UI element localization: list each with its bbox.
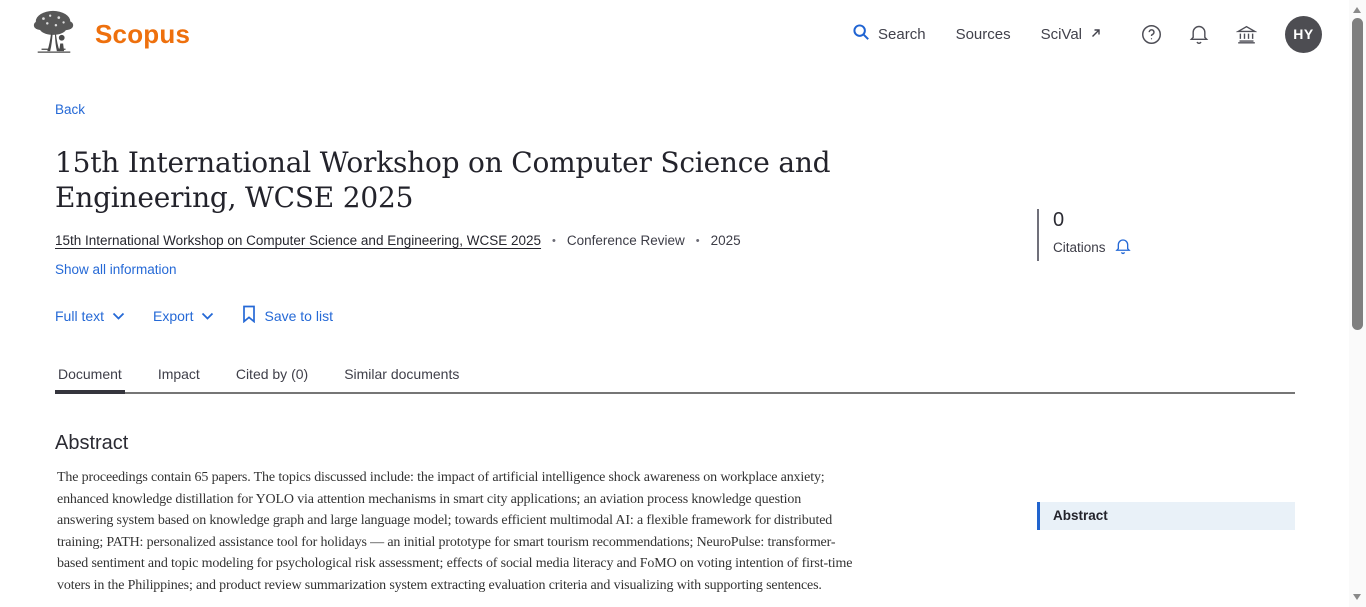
scrollbar-down-arrow[interactable] <box>1353 594 1361 600</box>
external-link-icon <box>1090 26 1102 43</box>
export-dropdown[interactable] <box>153 308 214 324</box>
document-type: Conference Review <box>566 233 685 248</box>
nav-search[interactable] <box>852 23 926 45</box>
help-icon[interactable] <box>1141 24 1162 45</box>
vertical-scrollbar[interactable] <box>1349 0 1366 607</box>
meta-separator: • <box>552 234 556 247</box>
export-label: Export <box>153 307 194 324</box>
citations-count: 0 <box>1053 209 1065 231</box>
citation-alert-bell-icon[interactable] <box>1115 237 1131 258</box>
search-icon <box>852 23 870 45</box>
toc-item-abstract[interactable]: Abstract <box>1037 502 1295 530</box>
save-to-list-label: Save to list <box>264 307 333 324</box>
institution-icon[interactable] <box>1236 24 1257 45</box>
user-avatar[interactable]: HY <box>1285 16 1322 53</box>
document-meta <box>55 233 1349 248</box>
meta-separator: • <box>695 234 700 247</box>
tab-similar-documents[interactable]: Similar documents <box>344 366 460 382</box>
abstract-text: The proceedings contain 65 papers. The topics discussed include: the impact of artificial intelligence shock awareness on workplace anxiety; enhanced knowledge distillation for YOLO via attention mechanisms in smart city applications; an aviation process knowledge question answering system based on knowledge graph and large language model; towards efficient multimodal AI: a flexible framework for distributed training; PATH: personalized assistance tool for holidays — an initial prototype for smart tourism recommendations; NeuroPulse: transformer-based sentiment and topic modeling for psychological risk assessment; effects of social media literacy and FoMO on voting intention of first-time voters in the Philippines; and product review summarization system extracting evaluation criteria and visualizing with supporting sentences. <box>57 470 853 593</box>
top-header <box>0 0 1349 68</box>
bookmark-icon <box>242 305 256 326</box>
full-text-label: Full text <box>55 307 105 324</box>
elsevier-tree-logo-icon <box>30 9 78 60</box>
document-title: 15th International Workshop on Computer Science and Engineering, WCSE 2025 <box>55 146 831 214</box>
abstract-section-heading: Abstract <box>55 432 129 454</box>
tab-cited-by[interactable]: Cited by (0) <box>235 366 309 382</box>
nav-scival[interactable] <box>1041 26 1102 43</box>
tab-bar <box>55 366 1295 394</box>
tab-document[interactable]: Document <box>55 366 125 392</box>
show-all-information-link[interactable]: Show all information <box>55 262 177 277</box>
action-bar <box>55 305 1349 326</box>
chevron-down-icon <box>201 308 214 324</box>
nav-sources-label: Sources <box>955 25 1011 43</box>
notifications-bell-icon[interactable] <box>1189 23 1209 45</box>
publication-year: 2025 <box>710 233 741 248</box>
nav-scival-label: SciVal <box>1040 25 1082 43</box>
chevron-down-icon <box>112 308 125 324</box>
nav-search-label: Search <box>878 25 926 43</box>
full-text-dropdown[interactable] <box>55 308 125 324</box>
citations-label: Citations <box>1053 240 1106 255</box>
document-page <box>0 68 1349 596</box>
nav-sources[interactable] <box>956 26 1011 43</box>
save-to-list-button[interactable] <box>242 305 332 326</box>
source-title-link[interactable]: 15th International Workshop on Computer Science and Engineering, WCSE 2025 <box>55 233 542 248</box>
back-link[interactable]: Back <box>55 102 86 117</box>
citations-metric <box>1037 209 1131 261</box>
scrollbar-up-arrow[interactable] <box>1353 7 1361 13</box>
tab-impact[interactable]: Impact <box>157 366 200 382</box>
scopus-wordmark[interactable]: Scopus <box>95 18 191 49</box>
scrollbar-thumb[interactable] <box>1352 18 1363 330</box>
scopus-logo[interactable] <box>30 9 190 60</box>
